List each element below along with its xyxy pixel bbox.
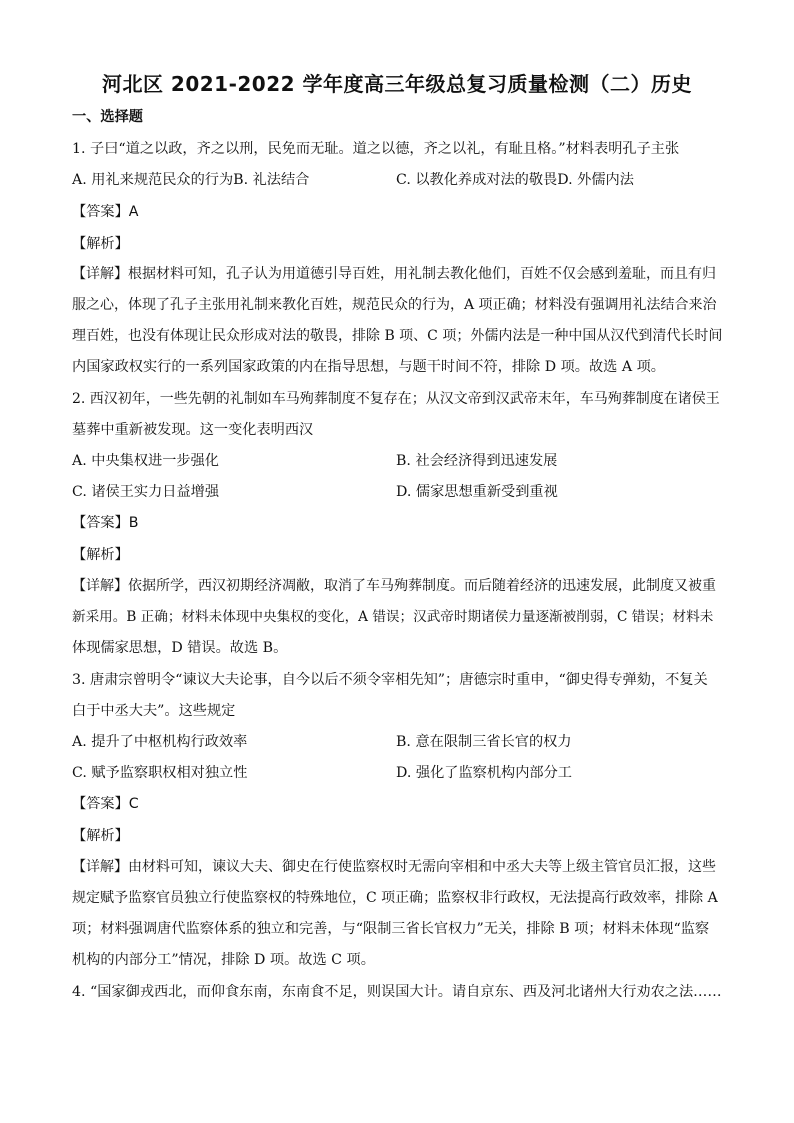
- question-2-detail-line: 新采用。B 正确；材料未体现中央集权的变化，A 错误；汉武帝时期诸侯力量逐渐被削弱，C 错误；材料未: [72, 609, 714, 625]
- question-3-detail-line: 【详解】由材料可知，谏议大夫、御史在行使监察权时无需向宰相和中丞大夫等上级主管官员汇报，这些: [72, 859, 716, 875]
- question-2-analysis: 【解析】: [72, 547, 129, 563]
- question-3-stem-line: 3. 唐肃宗曾明令“谏议大夫论事，自今以后不须令宰相先知”；唐德宗时重申，“御史得专弹劾，不复关: [72, 672, 708, 688]
- question-3-answer: 【答案】C: [72, 796, 139, 812]
- question-2-stem-line: 2. 西汉初年，一些先朝的礼制如车马殉葬制度不复存在；从汉文帝到汉武帝末年，车马殉葬制度在诸侯王: [72, 391, 720, 407]
- question-1-options-cd: C. 以教化养成对法的敬畏D. 外儒内法: [396, 172, 634, 188]
- question-2-detail-line: 体现儒家思想，D 错误。故选 B。: [72, 640, 288, 656]
- section-heading: 一、选择题: [72, 109, 143, 125]
- question-3-detail-line: 机构的内部分工”情况，排除 D 项。故选 C 项。: [72, 952, 375, 968]
- question-3-detail-line: 规定赋予监察官员独立行使监察权的特殊地位，C 项正确；监察权非行政权，无法提高行政效率，排除 A: [72, 890, 718, 906]
- question-2-detail-line: 【详解】依据所学，西汉初期经济凋敝，取消了车马殉葬制度。而后随着经济的迅速发展，此制度又被重: [72, 578, 716, 594]
- question-2-option-b: B. 社会经济得到迅速发展: [396, 453, 558, 469]
- question-1-detail-line: 内国家政权实行的一系列国家政策的内在指导思想，与题干时间不符，排除 D 项。故选 A 项。: [72, 359, 665, 375]
- question-2-answer: 【答案】B: [72, 515, 139, 531]
- question-3-detail-line: 项；材料强调唐代监察体系的独立和完善，与“限制三省长官权力”无关，排除 B 项；材料未体现“监察: [72, 921, 710, 937]
- question-3-option-b: B. 意在限制三省长官的权力: [396, 734, 572, 750]
- question-1-stem: 1. 子曰“道之以政，齐之以刑，民免而无耻。道之以德，齐之以礼，有耻且格。”材料表明孔子主张: [72, 141, 680, 157]
- page-title: 河北区 2021-2022 学年度高三年级总复习质量检测（二）历史: [101, 72, 693, 96]
- question-2-stem-line: 墓葬中重新被发现。这一变化表明西汉: [72, 422, 314, 438]
- question-2-option-a: A. 中央集权进一步强化: [72, 453, 219, 469]
- question-3-stem-line: 白于中丞大夫”。这些规定: [72, 703, 236, 719]
- question-1-detail-line: 理百姓，也没有体现让民众形成对法的敬畏，排除 B 项、C 项；外儒内法是一种中国从汉代到清代长时间: [72, 328, 723, 344]
- question-3-option-c: C. 赋予监察职权相对独立性: [72, 765, 248, 781]
- question-4-stem-line: 4. “国家御戎西北，而仰食东南，东南食不足，则误国大计。请自京东、西及河北诸州大行劝农之法……: [72, 984, 722, 1000]
- question-1-answer: 【答案】A: [72, 204, 139, 220]
- question-1-detail-line: 服之心，体现了孔子主张用礼制来教化百姓，规范民众的行为，A 项正确；材料没有强调用礼法结合来治: [72, 297, 717, 313]
- question-1-options-ab: A. 用礼来规范民众的行为B. 礼法结合: [72, 172, 310, 188]
- question-3-option-a: A. 提升了中枢机构行政效率: [72, 734, 248, 750]
- question-3-option-d: D. 强化了监察机构内部分工: [396, 765, 572, 781]
- question-1-detail-line: 【详解】根据材料可知，孔子认为用道德引导百姓，用礼制去教化他们，百姓不仅会感到羞耻，而且有归: [72, 266, 716, 282]
- question-3-analysis: 【解析】: [72, 828, 129, 844]
- question-1-analysis: 【解析】: [72, 236, 129, 252]
- question-2-option-d: D. 儒家思想重新受到重视: [396, 484, 558, 500]
- question-2-option-c: C. 诸侯王实力日益增强: [72, 484, 220, 500]
